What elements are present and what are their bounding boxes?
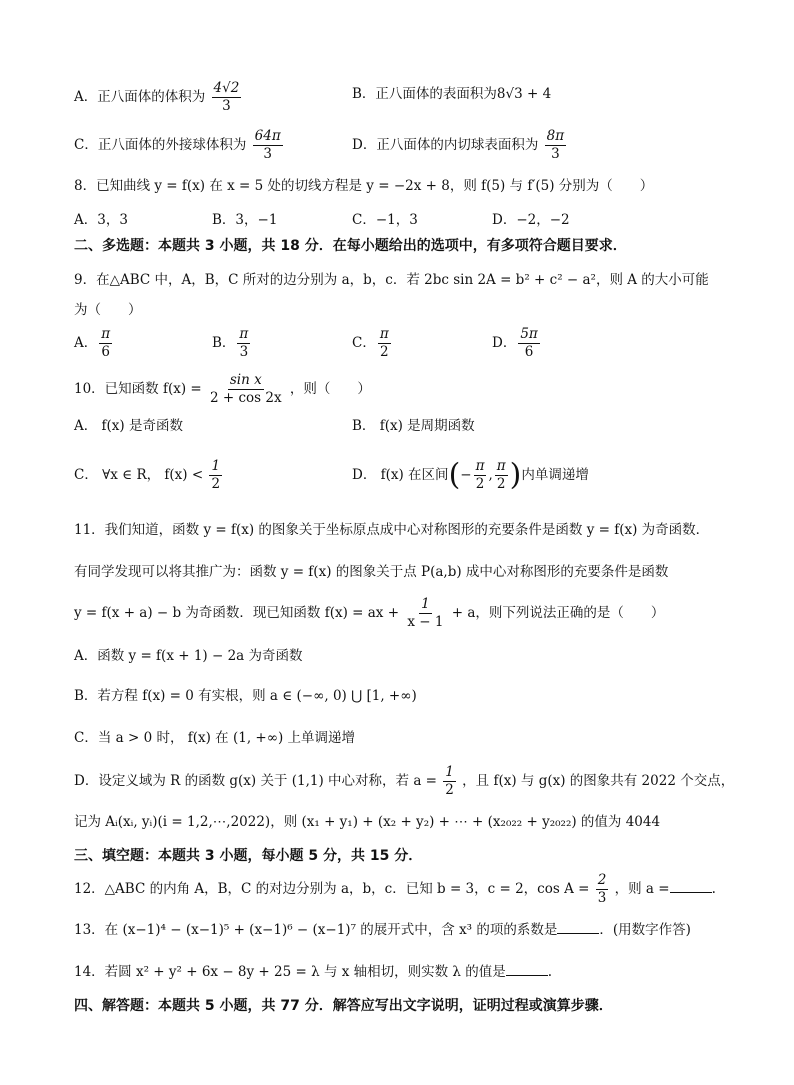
q7-option-d: D．正八面体的内切球表面积为 $\frac{8\pi}{3}$: [352, 128, 565, 162]
q9-stem-line2: 为（ ）: [74, 302, 142, 318]
q14: 14．若圆 x² + y² + 6x − 8y + 25 = λ 与 x 轴相切，则实数 λ 的值是 .: [74, 964, 553, 980]
q12-answer-blank: [670, 879, 712, 893]
q8-option-d: D．−2，−2: [492, 212, 570, 228]
q13: 13．在 (x−1)⁴ − (x−1)⁵ + (x−1)⁶ − (x−1)⁷ 的展开式中，含 x³ 的项的系数是 ．(用数字作答): [74, 922, 691, 938]
section-3-heading: 三、填空题：本题共 3 小题，每小题 5 分，共 15 分．: [74, 848, 423, 864]
section-4-heading: 四、解答题：本题共 5 小题，共 77 分．解答应写出文字说明，证明过程或演算步骤．: [74, 998, 613, 1014]
q10-stem: 10．已知函数 f(x) = $\frac{\text{sin x}}{2 + \cos 2x}$ ，则（ ）: [74, 372, 371, 406]
q12: 12．△ABC 的内角 A，B，C 的对边分别为 a，b，c．已知 b = 3，c = 2，cos A = $\frac{2}{3}$ ，则 a = .: [74, 872, 716, 906]
q9-option-c: C． $\frac{\pi}{2}$: [352, 326, 389, 360]
q7-option-b: B．正八面体的表面积为8√3 + 4: [352, 86, 552, 102]
q14-answer-blank: [506, 962, 548, 976]
q9-stem-line1: 9．在△ABC 中，A，B，C 所对的边分别为 a，b，c．若 2bc sin 2A = b² + c² − a²，则 A 的大小可能: [74, 272, 709, 288]
q11-option-c: C．当 a > 0 时， f(x) 在 (1, +∞) 上单调递增: [74, 730, 356, 746]
q9-option-b: B． $\frac{\pi}{3}$: [212, 326, 249, 360]
section-2-heading: 二、多选题：本题共 3 小题，共 18 分．在每小题给出的选项中，有多项符合题目要求．: [74, 238, 627, 254]
q10-option-a: A． f(x) 是奇函数: [74, 418, 183, 434]
q7-option-a: A．正八面体的体积为 $\frac{4√2}{3}$: [74, 80, 240, 114]
q9-option-a: A． $\frac{\pi}{6}$: [74, 326, 111, 360]
q11-line1: 11．我们知道，函数 y = f(x) 的图象关于坐标原点成中心对称图形的充要条件是函数 y = f(x) 为奇函数．: [74, 522, 710, 538]
q8-option-c: C．−1，3: [352, 212, 418, 228]
q8-option-a: A．3，3: [74, 212, 128, 228]
q10-option-b: B． f(x) 是周期函数: [352, 418, 475, 434]
q11-option-d-line2: 记为 Aᵢ(xᵢ, yᵢ)(i = 1,2,⋯,2022)，则 (x₁ + y₁) + (x₂ + y₂) + ⋯ + (x₂₀₂₂ + y₂₀₂₂) 的值为 4044: [74, 814, 661, 830]
q10-option-d: D． f(x) 在区间(− $\frac{\pi}{2}$ , $\frac{\pi}{2}$ )内单调递增: [352, 457, 589, 493]
q11-line3: y = f(x + a) − b 为奇函数．现已知函数 f(x) = ax + $\frac{1}{x - 1}$ + a，则下列说法正确的是（ ）: [74, 596, 665, 630]
q8-option-b: B．3，−1: [212, 212, 278, 228]
q9-option-d: D． $\frac{5\pi}{6}$: [492, 326, 538, 360]
q11-option-a: A．函数 y = f(x + 1) − 2a 为奇函数: [74, 648, 303, 664]
q13-answer-blank: [557, 920, 599, 934]
q8-stem: 8．已知曲线 y = f(x) 在 x = 5 处的切线方程是 y = −2x + 8，则 f(5) 与 f′(5) 分别为（ ）: [74, 178, 654, 194]
q11-option-b: B．若方程 f(x) = 0 有实根，则 a ∈ (−∞, 0) ⋃ [1, +∞): [74, 688, 417, 704]
q11-line2: 有同学发现可以将其推广为：函数 y = f(x) 的图象关于点 P(a,b) 成中心对称图形的充要条件是函数: [74, 564, 669, 580]
q11-option-d-line1: D．设定义域为 R 的函数 g(x) 关于 (1,1) 中心对称，若 a = $\frac{1}{2}$ ，且 f(x) 与 g(x) 的图象共有 2022 个交点，: [74, 764, 735, 798]
q7-option-c: C．正八面体的外接球体积为 $\frac{64\pi}{3}$: [74, 128, 281, 162]
q10-option-c: C． ∀x ∈ R， f(x) < $\frac{1}{2}$: [74, 458, 221, 492]
